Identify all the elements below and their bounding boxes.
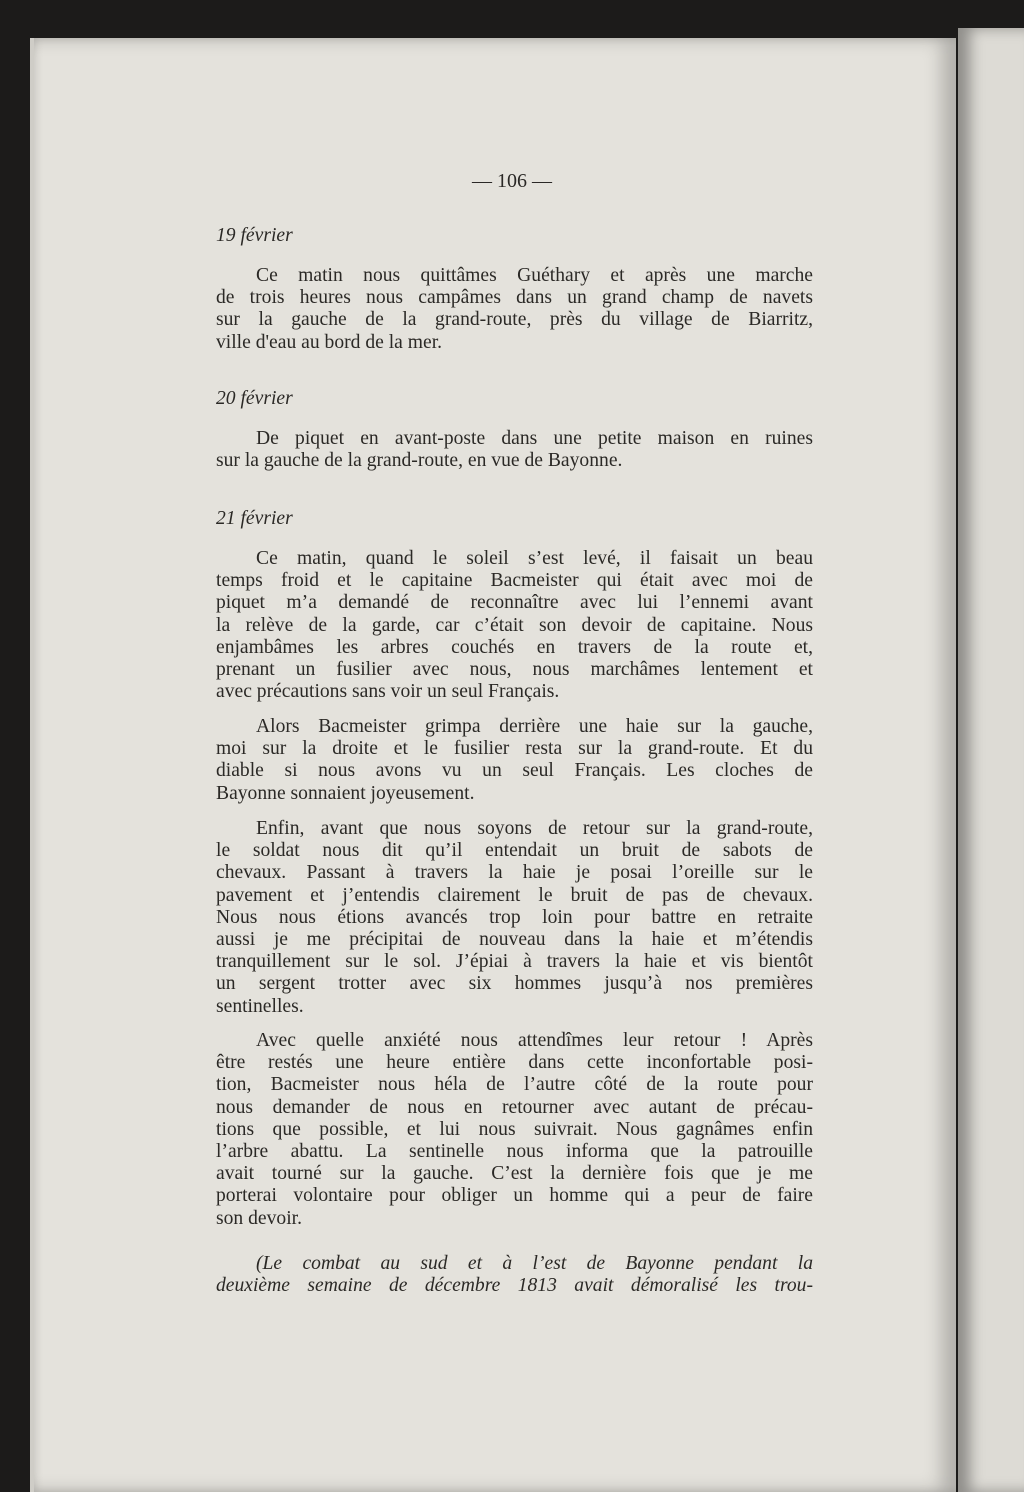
text-line: piquet m’a demandé de reconnaître avec lui l’ennemi avant bbox=[216, 592, 813, 614]
text-line: ville d'eau au bord de la mer. bbox=[216, 331, 443, 353]
date-heading: 20 février bbox=[216, 388, 293, 409]
text-line: nous demander de nous en retourner avec autant de précau- bbox=[216, 1096, 813, 1118]
text-line: sentinelles. bbox=[216, 995, 304, 1017]
paragraph bbox=[216, 428, 813, 472]
facing-page-edge bbox=[958, 28, 1024, 1492]
text-line: un sergent trotter avec six hommes jusqu’à nos premières bbox=[216, 973, 813, 995]
text-line: de trois heures nous campâmes dans un grand champ de navets bbox=[216, 287, 813, 309]
date-heading: 19 février bbox=[216, 225, 293, 246]
page-number: — 106 — bbox=[472, 170, 552, 192]
paragraph bbox=[216, 265, 813, 354]
text-line: tranquillement sur le sol. J’épiai à travers la haie et vis bientôt bbox=[216, 951, 813, 973]
paragraph bbox=[216, 548, 813, 703]
text-line: deuxième semaine de décembre 1813 avait démoralisé les trou- bbox=[216, 1275, 813, 1297]
text-line: De piquet en avant-poste dans une petite maison en ruines bbox=[256, 428, 813, 449]
text-line: sur la gauche de la grand-route, près du village de Biarritz, bbox=[216, 309, 813, 331]
text-line: enjambâmes les arbres couchés en travers de la route et, bbox=[216, 636, 813, 658]
text-line: tion, Bacmeister nous héla de l’autre côté de la route pour bbox=[216, 1074, 813, 1096]
text-line: aussi je me précipitai de nouveau dans la haie et m’étendis bbox=[216, 929, 813, 951]
text-line: sur la gauche de la grand-route, en vue de Bayonne. bbox=[216, 450, 623, 472]
text-line: avait tourné sur la gauche. C’est la dernière fois que je me bbox=[216, 1163, 813, 1185]
text-line: pavement et j’entendis clairement le bruit de pas de chevaux. bbox=[216, 884, 813, 906]
page-edge bbox=[30, 38, 34, 1492]
text-line: prenant un fusilier avec nous, nous marchâmes lentement et bbox=[216, 659, 813, 681]
text-line: porterai volontaire pour obliger un homme qui a peur de faire bbox=[216, 1185, 813, 1207]
text-line: la relève de la garde, car c’était son devoir de capitaine. Nous bbox=[216, 614, 813, 636]
italic-note-paragraph bbox=[216, 1253, 813, 1297]
text-line: temps froid et le capitaine Bacmeister qui était avec moi de bbox=[216, 570, 813, 592]
text-line: Ce matin nous quittâmes Guéthary et après une marche bbox=[256, 265, 813, 286]
paragraph bbox=[216, 716, 813, 805]
date-heading: 21 février bbox=[216, 508, 293, 529]
text-line: diable si nous avons vu un seul Français. Les cloches de bbox=[216, 760, 813, 782]
paragraph bbox=[216, 1030, 813, 1230]
text-line: Enfin, avant que nous soyons de retour sur la grand-route, bbox=[256, 818, 813, 839]
text-line: Alors Bacmeister grimpa derrière une haie sur la gauche, bbox=[256, 716, 813, 737]
text-line: être restés une heure entière dans cette inconfortable posi- bbox=[216, 1052, 813, 1074]
text-line: avec précautions sans voir un seul Français. bbox=[216, 681, 560, 703]
text-line: chevaux. Passant à travers la haie je posai l’oreille sur le bbox=[216, 862, 813, 884]
text-line: Bayonne sonnaient joyeusement. bbox=[216, 782, 475, 804]
text-line: moi sur la droite et le fusilier resta sur la grand-route. Et du bbox=[216, 738, 813, 760]
text-line: Ce matin, quand le soleil s’est levé, il faisait un beau bbox=[256, 548, 813, 569]
text-line: son devoir. bbox=[216, 1207, 302, 1229]
text-line: l’arbre abattu. La sentinelle nous informa que la patrouille bbox=[216, 1141, 813, 1163]
text-line: (Le combat au sud et à l’est de Bayonne pendant la bbox=[256, 1253, 813, 1274]
paragraph bbox=[216, 818, 813, 1018]
text-line: Avec quelle anxiété nous attendîmes leur retour ! Après bbox=[256, 1030, 813, 1051]
text-line: Nous nous étions avancés trop loin pour battre en retraite bbox=[216, 906, 813, 928]
text-line: le soldat nous dit qu’il entendait un bruit de sabots de bbox=[216, 840, 813, 862]
text-line: tions que possible, et lui nous suivrait. Nous gagnâmes enfin bbox=[216, 1118, 813, 1140]
